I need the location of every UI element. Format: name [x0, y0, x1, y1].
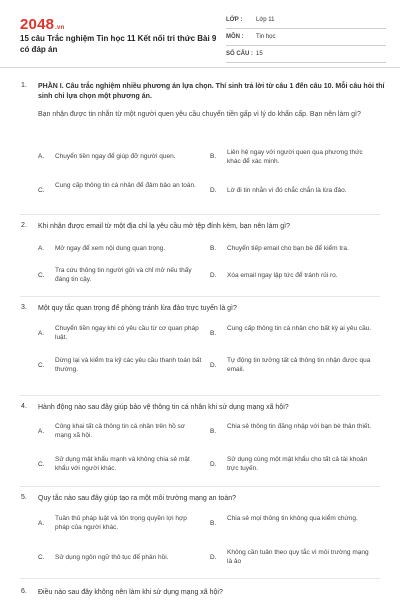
question-number: 2. [21, 222, 27, 229]
divider [20, 395, 380, 396]
divider [20, 578, 380, 579]
option-text: Chuyển tiếp email cho bạn bè để kiểm tra. [227, 245, 349, 252]
meta-value: Lớp 11 [256, 17, 275, 23]
option-text: Tuân thủ pháp luật và tôn trọng quyền lợi hợp pháp của người khác. [55, 515, 187, 531]
divider [20, 296, 380, 297]
option-text: Cung cấp thông tin cá nhân cho bất kỳ ai yêu cầu. [227, 325, 372, 332]
meta-row-subject [226, 29, 386, 46]
question-text: Điều nào sau đây không nên làm khi sử dụng mạng xã hội? [38, 589, 223, 596]
question-text: Khi nhận được email từ một địa chỉ lạ yêu cầu mở tệp đính kèm, bạn nên làm gì? [38, 223, 291, 230]
option-text: Sử dụng mật khẩu mạnh và không chia sẻ mật khẩu với người khác. [55, 456, 190, 472]
option-text: Sử dụng cùng một mật khẩu cho tất cả tài khoản trực tuyến. [227, 456, 368, 472]
question-number: 5. [21, 494, 27, 501]
option-letter: A. [38, 520, 45, 527]
option-text: Cung cấp thông tin cá nhân để đảm bảo an toàn. [55, 182, 196, 189]
meta-row-class [226, 12, 386, 29]
divider [20, 214, 380, 215]
meta-value: Tin học [256, 34, 276, 40]
option-text: Chuyển tiền ngay khi có yêu cầu từ cơ quan pháp luật. [55, 325, 199, 341]
option-text: Tự động tin tưởng tất cả thông tin nhận được qua email. [227, 357, 371, 373]
question-text: PHẦN I. Câu trắc nghiệm nhiều phương án lựa chọn. Thí sinh trả lời từ câu 1 đến câu 10. Mỗi câu hỏi thí sinh chỉ lựa chọn một phương án. [38, 83, 385, 100]
option-letter: D. [210, 362, 217, 369]
question-number: 1. [21, 82, 27, 89]
question-text: Một quy tắc quan trọng để phòng tránh lừa đảo trực tuyến là gì? [38, 305, 237, 312]
meta-value: 15 [256, 51, 263, 57]
question-text: Hành động nào sau đây giúp bảo vệ thông tin cá nhân khi sử dụng mạng xã hội? [38, 404, 289, 411]
question-number: 4. [21, 403, 27, 410]
option-letter: B. [210, 330, 217, 337]
question-subtext: Bạn nhận được tin nhắn từ một người quen yêu cầu chuyển tiền gấp vì lý do khẩn cấp. Bạn nên làm gì? [38, 111, 361, 118]
option-letter: B. [210, 153, 217, 160]
option-letter: A. [38, 428, 45, 435]
question-text: Quy tắc nào sau đây giúp tạo ra một môi trường mạng an toàn? [38, 495, 236, 502]
option-text: Chia sẻ mọi thông tin không qua kiểm chứng. [227, 515, 358, 522]
option-letter: D. [210, 187, 217, 194]
option-letter: D. [210, 461, 217, 468]
option-text: Công khai tất cả thông tin cá nhân trên hồ sơ mạng xã hội. [55, 423, 186, 439]
option-text: Liên hệ ngay với người quen qua phương thức khác để xác minh. [227, 149, 363, 165]
option-letter: C. [38, 554, 45, 561]
option-text: Chuyển tiền ngay để giúp đỡ người quen. [55, 153, 176, 160]
meta-table [226, 12, 386, 63]
option-text: Mở ngay để xem nội dung quan trọng. [55, 245, 166, 252]
option-text: Không cần tuân theo quy tắc vì môi trường mạng là ảo [227, 549, 369, 565]
option-letter: C. [38, 461, 45, 468]
option-text: Chia sẻ thông tin đăng nhập với bạn bè thân thiết. [227, 423, 372, 430]
meta-row-count [226, 46, 386, 63]
page-header [0, 0, 400, 68]
option-letter: A. [38, 153, 45, 160]
divider [20, 486, 380, 487]
option-letter: C. [38, 272, 45, 279]
option-letter: B. [210, 245, 217, 252]
option-letter: B. [210, 428, 217, 435]
option-letter: A. [38, 330, 45, 337]
option-letter: A. [38, 245, 45, 252]
meta-key: SỐ CÂU : [226, 51, 253, 57]
option-letter: B. [210, 520, 217, 527]
option-letter: C. [38, 187, 45, 194]
option-letter: C. [38, 362, 45, 369]
meta-key: LỚP : [226, 17, 243, 23]
page-title: 15 câu Trắc nghiệm Tin học 11 Kết nối tri thức Bài 9 có đáp án [20, 34, 217, 54]
question-number: 3. [21, 304, 27, 311]
option-text: Xóa email ngay lập tức để tránh rủi ro. [227, 272, 338, 279]
option-text: Tra cứu thông tin người gửi và chỉ mở nếu thấy đáng tin cậy. [55, 267, 192, 283]
meta-key: MÔN : [226, 34, 244, 40]
option-letter: D. [210, 554, 217, 561]
site-logo[interactable]: 2048.vn [20, 16, 65, 33]
question-number: 6. [21, 588, 27, 595]
option-text: Dừng lại và kiểm tra kỹ các yêu cầu thanh toán bất thường. [55, 357, 202, 373]
option-text: Lờ đi tin nhắn vì đó chắc chắn là lừa đảo. [227, 187, 347, 194]
option-text: Sử dụng ngôn ngữ thô tục để phản hồi. [55, 554, 169, 561]
option-letter: D. [210, 272, 217, 279]
